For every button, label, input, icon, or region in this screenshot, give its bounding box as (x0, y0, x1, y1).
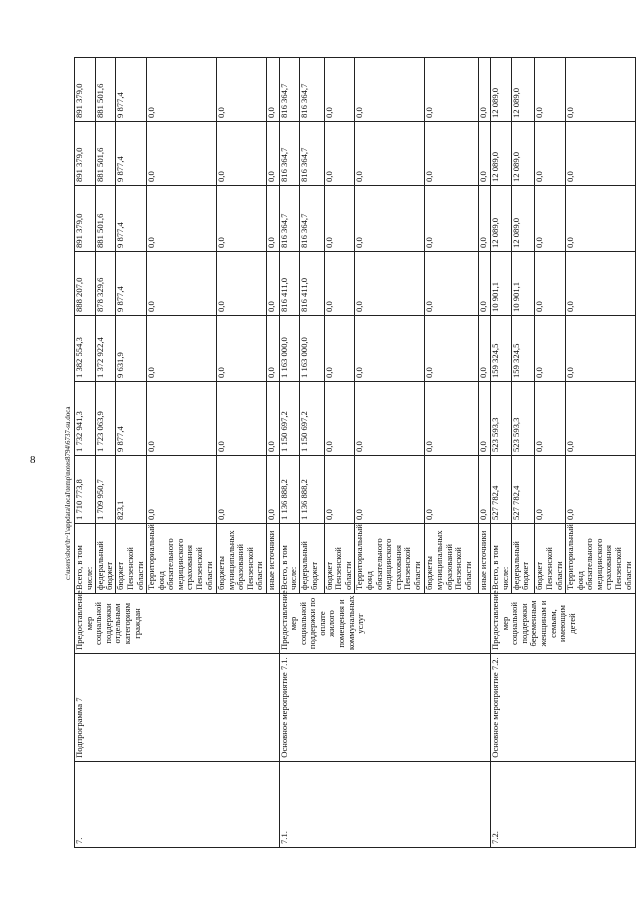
amount-cell: 0,0 (425, 456, 478, 524)
amount-cell: 0,0 (355, 252, 425, 316)
funding-source: бюджеты муниципальных образований Пензенской области (425, 524, 478, 594)
amount-cell: 523 593,3 (491, 382, 512, 456)
funding-source: иные источники (267, 524, 279, 594)
amount-cell: 0,0 (216, 58, 266, 122)
amount-cell: 12 089,0 (491, 186, 512, 252)
funding-source: федеральный бюджет (511, 524, 535, 594)
funding-source: Территориальный фонд обязательного медицинского страхования Пензенской области (147, 524, 217, 594)
amount-cell: 0,0 (324, 58, 355, 122)
section-number: 7.2. (491, 762, 636, 848)
amount-cell: 888 207,0 (75, 252, 96, 316)
amount-cell: 9 877,4 (116, 186, 147, 252)
amount-cell: 0,0 (425, 186, 478, 252)
amount-cell: 816 364,7 (279, 122, 300, 186)
funding-source: федеральный бюджет (300, 524, 325, 594)
amount-cell: 0,0 (535, 186, 566, 252)
amount-cell: 0,0 (535, 58, 566, 122)
amount-cell: 0,0 (324, 186, 355, 252)
amount-cell: 0,0 (216, 186, 266, 252)
amount-cell: 1 372 922,4 (95, 316, 116, 382)
rotated-page-content (74, 40, 636, 848)
amount-cell: 891 379,0 (75, 186, 96, 252)
amount-cell: 0,0 (425, 252, 478, 316)
amount-cell: 12 089,0 (491, 122, 512, 186)
budget-table (74, 0, 636, 848)
amount-cell: 0,0 (324, 316, 355, 382)
amount-cell: 1 709 950,7 (95, 456, 116, 524)
amount-cell: 0,0 (147, 316, 217, 382)
amount-cell: 527 782,4 (511, 456, 535, 524)
amount-cell: 816 364,7 (300, 122, 325, 186)
amount-cell: 12 089,0 (511, 58, 535, 122)
amount-cell: 0,0 (425, 316, 478, 382)
section-name: Предоставление мер социальной поддержки беременным женщинам и семьям, имеющим детей (491, 594, 636, 654)
amount-cell: 9 631,9 (116, 316, 147, 382)
amount-cell: 0,0 (565, 252, 635, 316)
funding-source: бюджеты муниципальных образований Пензенской области (216, 524, 266, 594)
amount-cell: 0,0 (478, 58, 490, 122)
amount-cell: 0,0 (425, 58, 478, 122)
amount-cell: 0,0 (355, 382, 425, 456)
funding-source: иные источники (478, 524, 490, 594)
section-number: 7.1. (279, 762, 491, 848)
amount-cell: 816 411,0 (279, 252, 300, 316)
funding-source: бюджет Пензенской области (116, 524, 147, 594)
amount-cell: 0,0 (478, 316, 490, 382)
amount-cell: 0,0 (478, 456, 490, 524)
amount-cell: 1 150 697,2 (279, 382, 300, 456)
amount-cell: 0,0 (216, 122, 266, 186)
amount-cell: 0,0 (147, 382, 217, 456)
amount-cell: 0,0 (565, 316, 635, 382)
amount-cell: 0,0 (267, 252, 279, 316)
amount-cell: 12 089,0 (491, 58, 512, 122)
amount-cell: 0,0 (147, 186, 217, 252)
funding-source: Всего, в том числе: (279, 524, 300, 594)
table-body (75, 0, 636, 848)
amount-cell: 9 877,4 (116, 122, 147, 186)
section-name: Предоставление мер социальной поддержки отдельным категориям граждан (75, 594, 280, 654)
section-title: Подпрограмма 7 (75, 654, 280, 762)
amount-cell: 0,0 (478, 186, 490, 252)
amount-cell: 0,0 (216, 382, 266, 456)
amount-cell: 0,0 (535, 382, 566, 456)
amount-cell: 0,0 (355, 58, 425, 122)
funding-source: Всего, в том числе: (491, 524, 512, 594)
page-number: 8 (30, 454, 36, 466)
funding-source: Территориальный фонд обязательного медицинского страхования Пензенской области (565, 524, 635, 594)
section-name: Предоставление мер социальной поддержки по оплате жилого помещения и коммунальных услуг (279, 594, 491, 654)
amount-cell: 816 364,7 (300, 58, 325, 122)
amount-cell: 0,0 (324, 456, 355, 524)
amount-cell: 816 364,7 (279, 186, 300, 252)
amount-cell: 0,0 (535, 122, 566, 186)
amount-cell: 881 501,6 (95, 186, 116, 252)
funding-source: Всего, в том числе: (75, 524, 96, 594)
amount-cell: 0,0 (147, 58, 217, 122)
amount-cell: 1 710 773,8 (75, 456, 96, 524)
footer-file-path: c:\users\sbor\h~1\appdata\local\temp\notes8794\6737-su.doca (64, 406, 72, 580)
amount-cell: 816 364,7 (279, 58, 300, 122)
amount-cell: 0,0 (535, 252, 566, 316)
amount-cell: 0,0 (565, 456, 635, 524)
amount-cell: 0,0 (147, 122, 217, 186)
amount-cell: 1 163 000,0 (279, 316, 300, 382)
section-title: Основное мероприятие 7.2. (491, 654, 636, 762)
amount-cell: 823,1 (116, 456, 147, 524)
funding-source: федеральный бюджет (95, 524, 116, 594)
section-title: Основное мероприятие 7.1. (279, 654, 491, 762)
amount-cell: 881 501,6 (95, 122, 116, 186)
amount-cell: 0,0 (267, 58, 279, 122)
amount-cell: 0,0 (216, 456, 266, 524)
amount-cell: 523 593,3 (511, 382, 535, 456)
amount-cell: 0,0 (425, 382, 478, 456)
amount-cell: 816 364,7 (300, 186, 325, 252)
amount-cell: 12 089,0 (511, 186, 535, 252)
amount-cell: 1 723 063,9 (95, 382, 116, 456)
amount-cell: 1 150 697,2 (300, 382, 325, 456)
amount-cell: 10 901,1 (491, 252, 512, 316)
amount-cell: 0,0 (324, 122, 355, 186)
amount-cell: 0,0 (267, 382, 279, 456)
amount-cell: 816 411,0 (300, 252, 325, 316)
amount-cell: 0,0 (267, 456, 279, 524)
table-row (75, 0, 96, 848)
amount-cell: 0,0 (147, 456, 217, 524)
amount-cell: 0,0 (324, 252, 355, 316)
funding-source: Территориальный фонд обязательного медицинского страхования Пензенской области (355, 524, 425, 594)
amount-cell: 891 379,0 (75, 58, 96, 122)
amount-cell: 0,0 (355, 316, 425, 382)
section-number: 7. (75, 762, 280, 848)
amount-cell: 0,0 (267, 316, 279, 382)
amount-cell: 0,0 (565, 58, 635, 122)
amount-cell: 0,0 (478, 122, 490, 186)
amount-cell: 881 501,6 (95, 58, 116, 122)
amount-cell: 0,0 (565, 122, 635, 186)
amount-cell: 0,0 (425, 122, 478, 186)
amount-cell: 0,0 (267, 122, 279, 186)
amount-cell: 0,0 (565, 382, 635, 456)
amount-cell: 9 877,4 (116, 382, 147, 456)
amount-cell: 1 382 554,3 (75, 316, 96, 382)
amount-cell: 0,0 (355, 122, 425, 186)
table-row (279, 0, 300, 848)
amount-cell: 159 324,5 (511, 316, 535, 382)
amount-cell: 0,0 (355, 456, 425, 524)
amount-cell: 1 732 941,3 (75, 382, 96, 456)
amount-cell: 891 379,0 (75, 122, 96, 186)
funding-source: бюджет Пензенской области (324, 524, 355, 594)
amount-cell: 878 329,6 (95, 252, 116, 316)
amount-cell: 159 324,5 (491, 316, 512, 382)
amount-cell: 1 136 888,2 (279, 456, 300, 524)
amount-cell: 527 782,4 (491, 456, 512, 524)
amount-cell: 1 136 888,2 (300, 456, 325, 524)
amount-cell: 0,0 (324, 382, 355, 456)
amount-cell: 0,0 (565, 186, 635, 252)
amount-cell: 0,0 (216, 252, 266, 316)
funding-source: бюджет Пензенской области (535, 524, 566, 594)
amount-cell: 0,0 (535, 316, 566, 382)
amount-cell: 0,0 (535, 456, 566, 524)
amount-cell: 0,0 (478, 382, 490, 456)
amount-cell: 1 163 000,0 (300, 316, 325, 382)
amount-cell: 9 877,4 (116, 58, 147, 122)
amount-cell: 0,0 (216, 316, 266, 382)
amount-cell: 12 089,0 (511, 122, 535, 186)
amount-cell: 0,0 (147, 252, 217, 316)
amount-cell: 0,0 (267, 186, 279, 252)
amount-cell: 0,0 (355, 186, 425, 252)
amount-cell: 0,0 (478, 252, 490, 316)
table-row (491, 0, 512, 848)
amount-cell: 10 901,1 (511, 252, 535, 316)
amount-cell: 9 877,4 (116, 252, 147, 316)
